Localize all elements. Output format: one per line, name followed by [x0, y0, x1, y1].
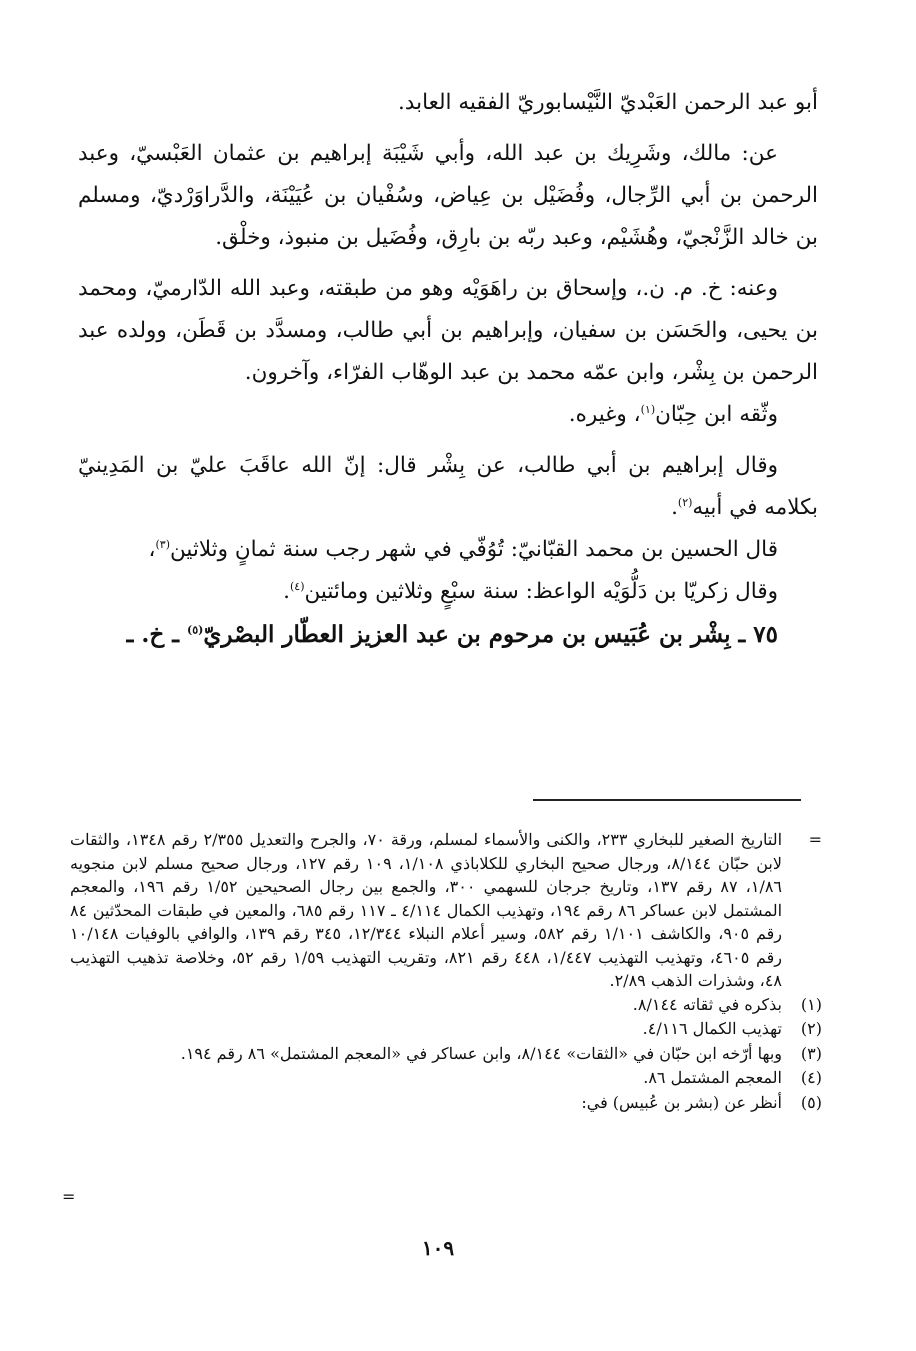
footnote-divider [533, 799, 801, 801]
footnote-number: (٥) [800, 1092, 822, 1112]
footnote-5 [70, 1091, 822, 1116]
footnote-text: بذكره في ثقاته ٨/١٤٤. [632, 994, 782, 1014]
footnote-text: تهذيب الكمال ٤/١١٦. [642, 1019, 782, 1038]
footnotes [70, 828, 822, 1115]
footnote-4 [70, 1066, 822, 1091]
footnote-text: المعجم المشتمل ٨٦. [643, 1068, 782, 1087]
teachers-paragraph: عن: مالك، وشَرِيك بن عبد الله، وأبي شَيْبَة إبراهيم بن عثمان العَبْسيّ، وعبد الرحمن بن أبي الرِّجال، وفُضَيْل بن عِياض، وسُفْيان بن عُيَيْنَة، والدَّراوَرْديّ، ومسلم بن خالد الزَّنْجيّ، وهُشَيْم، وعبد ربّه بن بارِق، وفُضَيل بن منبوذ، وخلْق. [78, 141, 818, 250]
ibrahim-quote-text: وقال إبراهيم بن أبي طالب، عن بِشْر قال: إنّ الله عاقَبَ عليّ بن المَدِينيّ بكلامه في أبيه [78, 453, 818, 520]
footnote-number: (٢) [800, 1019, 822, 1038]
main-text [78, 82, 818, 657]
zakariya-quote: وقال زكريّا بن دَلُّوَيْه الواعظ: سنة سبْعٍ وثلاثين ومائتين$^{(٤)}$. [283, 579, 778, 604]
page-number: ١٠٩ [421, 1236, 455, 1260]
continuation-end-mark: = [62, 1187, 76, 1206]
footnote-1 [70, 993, 822, 1018]
zakariya-quote-text: وقال زكريّا بن دَلُّوَيْه الواعظ: سنة سبْعٍ وثلاثين ومائتين [304, 579, 778, 604]
footnote-ref: (٥) [187, 623, 204, 637]
ibrahim-quote: وقال إبراهيم بن أبي طالب، عن بِشْر قال: إنّ الله عاقَبَ عليّ بن المَدِينيّ بكلامه في أبيه$^{(٢)}$. [78, 453, 818, 520]
students-paragraph: وعنه: خ. م. ن.، وإسحاق بن راهَوَيْه وهو من طبقته، وعبد الله الدّارميّ، ومحمد بن يحيى، والحَسَن بن سفيان، وإبراهيم بن أبي طالب، ومسدَّد بن قَطَن، وولده عبد الرحمن بن بِشْر، وابن عمّه محمد بن عبد الوهّاب الفرّاء، وآخرون. [78, 276, 818, 385]
footnote-text: وبها أرّخه ابن حبّان في «الثقات» ٨/١٤٤، وابن عساكر في «المعجم المشتمل» ٨٦ رقم ١٩٤. [180, 1043, 782, 1063]
footnote-ref: (٣) [155, 537, 171, 551]
footnote-number: (٤) [800, 1068, 822, 1087]
husayn-quote-text: قال الحسين بن محمد القبّانيّ: تُوُفّي في شهر رجب سنة ثمانٍ وثلاثين [170, 537, 778, 562]
footnote-continuation-text: التاريخ الصغير للبخاري ٢٣٣، والكنى والأسماء لمسلم، ورقة ٧٠، والجرح والتعديل ٢/٣٥٥ رقم ١٣٤٨، والثقات لابن حبّان ٨/١٤٤، ورجال صحيح البخاري للكلاباذي ١/١٠٨، ١٠٩ رقم ١٢٧، ورجال صحيح مسلم لابن منجويه ١/٨٦، ٨٧ رقم ١٣٧، وتاريخ جرجان للسهمي ٣٠٠، والجمع بين رجال الصحيحين ١/٥٢ رقم ١٩٦، والمعجم المشتمل لابن عساكر ٨٦ رقم ١٩٤، وتهذيب الكمال ٤/١١٤ ـ ١١٧ رقم ٦٨٥، والمعين في طبقات المحدّثين ٨٤ رقم ٩٠٥، والكاشف ١/١٠١ رقم ٥٨٢، وسير أعلام النبلاء ١٢/٣٤٤، ٣٤٥ رقم ١٣٩، والوافي بالوفيات ١٠/١٤٨ رقم ٤٦٠٥، وتهذيب التهذيب ١/٤٤٧، ٤٤٨ رقم ٨٢١، وتقريب التهذيب ١/٥٩ رقم ٥٢، وخلاصة تذهيب التهذيب ٤٨، وشذرات الذهب ٢/٨٩. [70, 830, 783, 990]
entry-continuation: أبو عبد الرحمن العَبْديّ النَّيْسابوريّ الفقيه العابد. [397, 90, 818, 115]
footnote-ref: (٤) [290, 579, 305, 593]
footnote-ref: (١) [640, 402, 656, 416]
tawthiq-line: وثّقه ابن حِبّان$^{(١)}$، وغيره. [568, 402, 778, 427]
continuation-mark: = [808, 830, 822, 849]
footnote-2 [70, 1017, 822, 1042]
entry-heading-text: ٧٥ ـ بِشْر بن عُبَيس بن مرحوم بن عبد العزيز العطّار البصْريّ [203, 621, 778, 648]
tawthiq-text: وثّقه ابن حِبّان [655, 402, 778, 427]
footnote-number: (٣) [800, 1043, 822, 1063]
footnote-3 [70, 1042, 822, 1067]
footnote-ref: (٢) [677, 495, 693, 509]
footnote-text: أنظر عن (بشر بن عُبيس) في: [581, 1092, 782, 1112]
entry-heading: ٧٥ ـ بِشْر بن عُبَيس بن مرحوم بن عبد العزيز العطّار البصْريّ$^{(٥)}$ ـ خ. ـ [126, 621, 778, 648]
footnote-continuation [70, 828, 822, 993]
footnote-number: (١) [800, 994, 822, 1014]
husayn-quote: قال الحسين بن محمد القبّانيّ: تُوُفّي في شهر رجب سنة ثمانٍ وثلاثين$^{(٣)}$، [148, 537, 778, 562]
